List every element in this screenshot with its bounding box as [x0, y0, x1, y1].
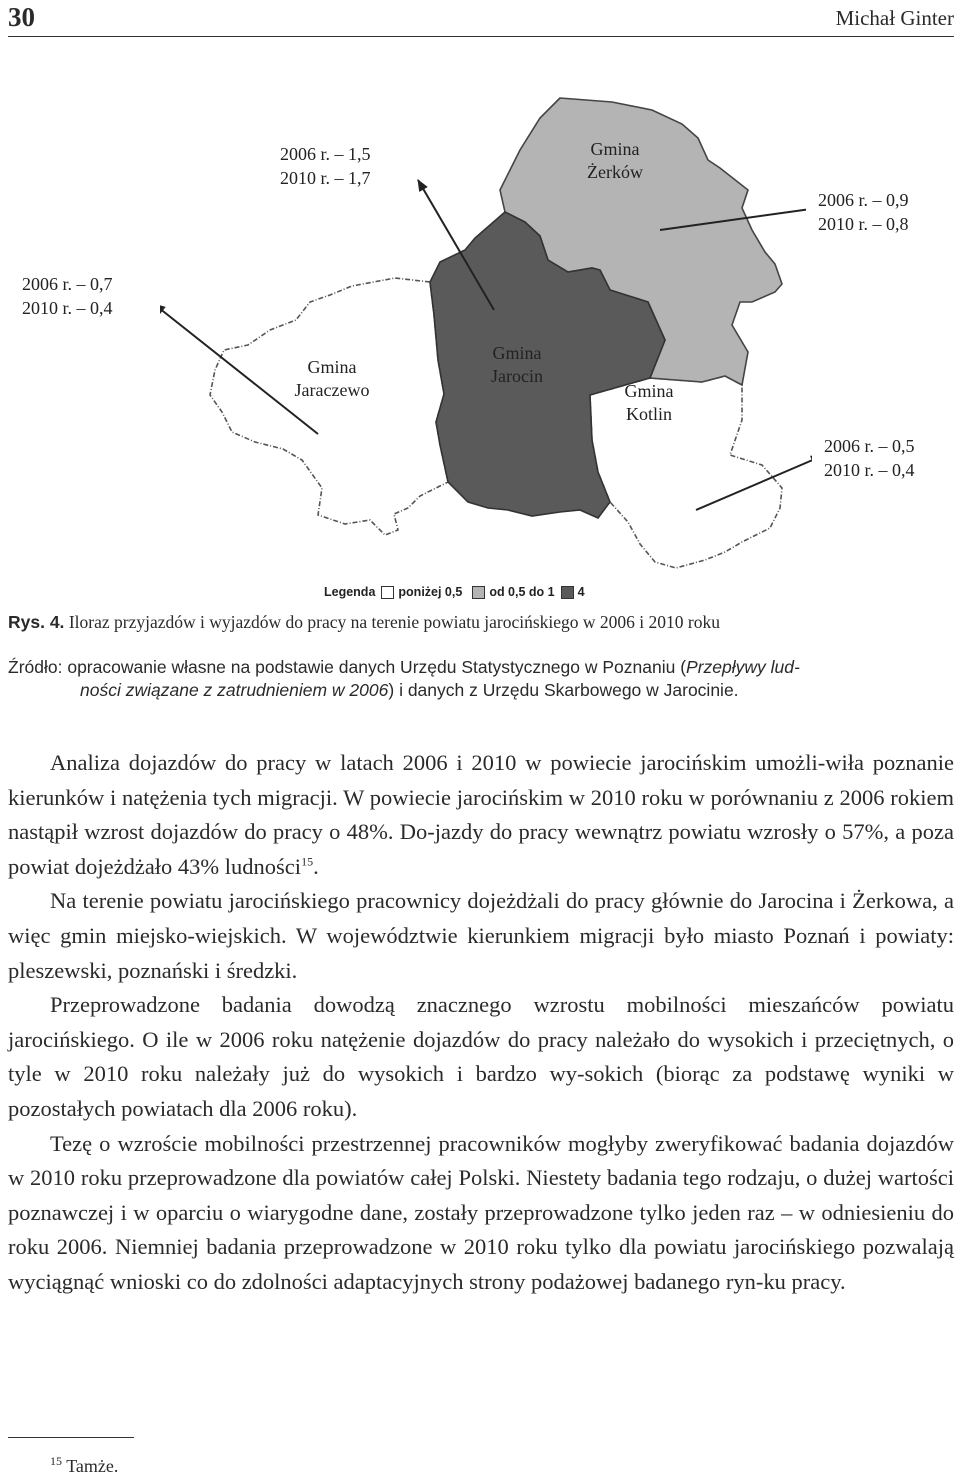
paragraph-1-text: Analiza dojazdów do pracy w latach 2006 i 2010 w powiecie jarocińskim umożli-wiła poznanie kierunków i natężenia tych migracji. W powiecie jarocińskim w 2010 roku w porównaniu z 2006 rokiem nastąpił wzrost dojazdów do pracy o 48%. Do-jazdy do pracy wewnątrz powiatu wzrosły o 57%, a poza powiat dojeżdżało 43% ludności — [8, 750, 954, 879]
running-author: Michał Ginter — [835, 6, 954, 30]
paragraph-3: Przeprowadzone badania dowodzą znacznego wzrostu mobilności mieszańców powiatu jarocińskiego. O ile w 2006 roku natężenie dojazdów do pracy należało do wysokich i przeciętnych, o tyle w 2010 roku należały już do wysokich i bardzo wy-sokich (biorąc za podstawę wyniki w pozostałych powiatach dla 2006 roku). — [8, 992, 954, 1121]
footnote-rule — [8, 1437, 134, 1438]
running-header — [0, 0, 960, 40]
label-jarocin: Gmina Jarocin — [491, 343, 543, 386]
label-kotlin: Gmina Kotlin — [624, 381, 674, 424]
stat-box-jaraczewo: 2006 r. – 0,7 2010 r. – 0,4 — [10, 268, 160, 325]
legend-label-low: poniżej 0,5 — [398, 585, 463, 599]
stat-box-zerkow: 2006 r. – 0,9 2010 r. – 0,8 — [806, 184, 956, 241]
header-rule — [8, 36, 954, 37]
figure-source — [8, 656, 954, 702]
legend-label-high: 4 — [577, 585, 585, 599]
caption-text: Iloraz przyjazdów i wyjazdów do pracy na terenie powiatu jarocińskiego w 2006 i 2010 roku — [68, 612, 720, 632]
paragraph-4: Tezę o wzroście mobilności przestrzennej pracowników mogłyby zweryfikować badania dojazdów w 2010 roku przeprowadzone dla powiatów całej Polski. Niestety badania tego rodzaju, o dużej wartości poznawczej i w oparciu o wiarygodne dane, zostały przeprowadzone tylko jeden raz – w odniesieniu do roku 2006. Niemniej badania przeprowadzone w 2010 roku tylko dla powiatu jarocińskiego pozwalają wyciągnąć wnioski co do zdolności adaptacyjnych strony podażowej badanego ryn-ku pracy. — [8, 1130, 954, 1294]
body-text — [8, 746, 954, 1300]
footnote-number: 15 — [50, 1454, 62, 1468]
legend-swatch-mid — [472, 586, 485, 599]
region-jaraczewo — [210, 278, 448, 535]
footnote-ref-15[interactable]: 15 — [301, 854, 314, 869]
figure-caption — [8, 611, 954, 633]
map-figure — [0, 40, 960, 610]
caption-label: Rys. 4. — [8, 612, 65, 632]
map-legend — [324, 585, 585, 599]
stat-box-jarocin: 2006 r. – 1,5 2010 r. – 1,7 — [268, 138, 416, 195]
legend-swatch-low — [381, 586, 394, 599]
footnote-text: Tamże. — [66, 1456, 119, 1476]
paragraph-1 — [8, 746, 954, 884]
legend-label-mid: od 0,5 do 1 — [489, 585, 555, 599]
paragraph-1-end: . — [313, 853, 319, 879]
stat-box-kotlin: 2006 r. – 0,5 2010 r. – 0,4 — [812, 430, 960, 487]
source-line-2 — [8, 679, 954, 702]
page-number: 30 — [8, 2, 35, 32]
legend-title: Legenda — [324, 585, 376, 599]
source-italic-1: Przepływy lud- — [686, 657, 800, 677]
footnote — [50, 1456, 118, 1477]
paragraph-2: Na terenie powiatu jarocińskiego pracownicy dojeżdżali do pracy głównie do Jarocina i Żerkowa, a więc gmin miejsko-wiejskich. W województwie kierunkiem migracji było miasto Poznań i powiaty: pleszewski, poznański i średzki. — [8, 888, 954, 983]
label-zerkow: Gmina Żerków — [587, 139, 643, 182]
source-text-1: opracowanie własne na podstawie danych Urzędu Statystycznego w Poznaniu ( — [67, 657, 687, 677]
source-label: Źródło: — [8, 657, 63, 677]
legend-swatch-high — [561, 586, 574, 599]
map-svg — [0, 40, 960, 610]
source-italic-2: ności związane z zatrudnieniem w 2006 — [80, 680, 389, 700]
source-text-2: ) i danych z Urzędu Skarbowego w Jarocinie. — [388, 680, 739, 700]
label-jaraczewo: Gmina Jaraczewo — [294, 357, 370, 400]
